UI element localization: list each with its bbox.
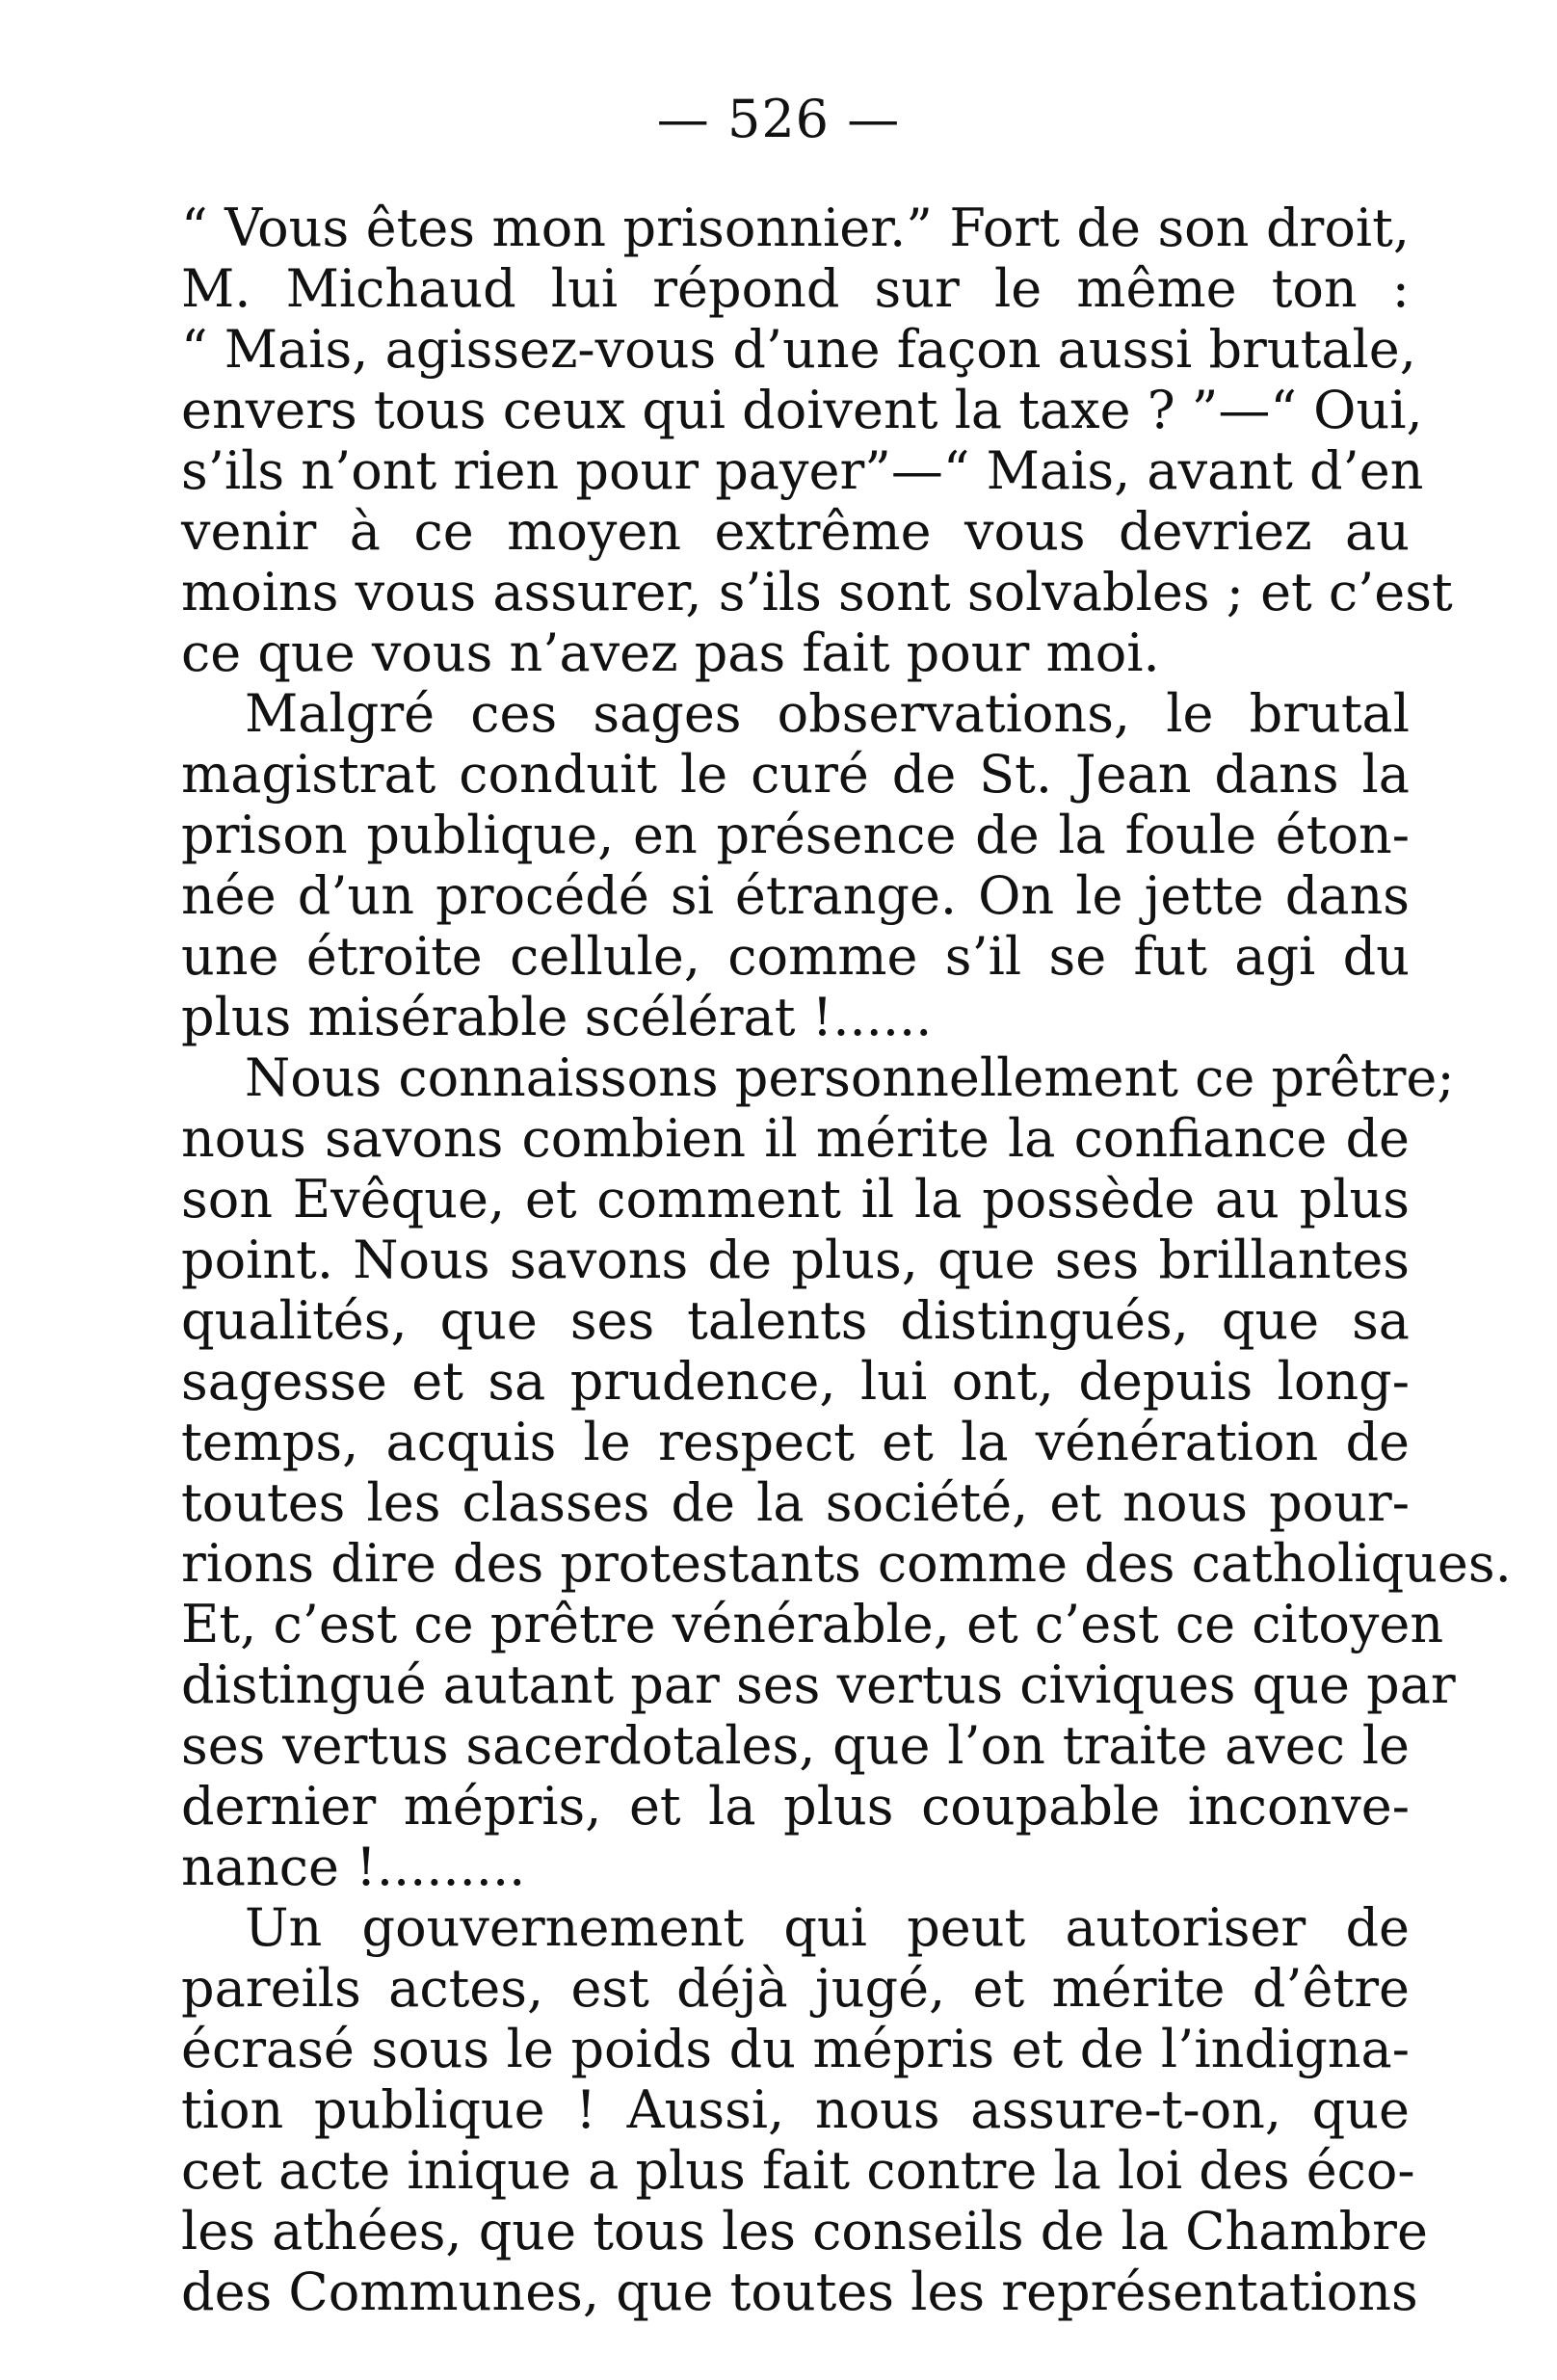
text-line: des Communes, que toutes les représentations bbox=[181, 2261, 1418, 2322]
text-line: moins vous assurer, s’ils sont solvables ; et c’est bbox=[181, 562, 1453, 622]
text-line: pareils actes, est déjà jugé, et mérite d’être bbox=[181, 1958, 1410, 2019]
text-line: Malgré ces sages observations, le brutal bbox=[245, 683, 1410, 744]
text-line: plus misérable scélérat !...... bbox=[181, 987, 933, 1047]
text-line: “ Mais, agissez-vous d’une façon aussi brutale, bbox=[181, 319, 1416, 380]
text-line: sagesse et sa prudence, lui ont, depuis long- bbox=[181, 1351, 1410, 1412]
text-line: écrasé sous le poids du mépris et de l’indigna- bbox=[181, 2019, 1410, 2079]
text-line: envers tous ceux qui doivent la taxe ? ”—“ Oui, bbox=[181, 380, 1423, 440]
text-line: point. Nous savons de plus, que ses brillantes bbox=[181, 1230, 1410, 1290]
text-line: son Evêque, et comment il la possède au plus bbox=[181, 1169, 1410, 1230]
text-line: Et, c’est ce prêtre vénérable, et c’est ce citoyen bbox=[181, 1594, 1444, 1654]
text-line: cet acte inique a plus fait contre la loi des éco- bbox=[181, 2140, 1415, 2201]
text-line: venir à ce moyen extrême vous devriez au bbox=[181, 501, 1410, 562]
page-number: — 526 — bbox=[656, 89, 901, 149]
text-line: nous savons combien il mérite la confiance de bbox=[181, 1108, 1410, 1169]
body-text bbox=[181, 198, 1512, 2322]
text-line: ce que vous n’avez pas fait pour moi. bbox=[181, 622, 1160, 683]
text-line: distingué autant par ses vertus civiques que par bbox=[181, 1654, 1456, 1715]
text-line: dernier mépris, et la plus coupable inconve- bbox=[181, 1776, 1410, 1837]
text-line: prison publique, en présence de la foule éton- bbox=[181, 805, 1410, 865]
text-line: qualités, que ses talents distingués, que sa bbox=[181, 1290, 1410, 1351]
text-line: née d’un procédé si étrange. On le jette dans bbox=[181, 865, 1410, 926]
text-line: une étroite cellule, comme s’il se fut agi du bbox=[181, 926, 1410, 987]
text-line: “ Vous êtes mon prisonnier.” Fort de son droit, bbox=[181, 198, 1410, 258]
text-line: temps, acquis le respect et la vénération de bbox=[181, 1412, 1410, 1472]
text-line: rions dire des protestants comme des catholiques. bbox=[181, 1533, 1512, 1594]
text-line: M. Michaud lui répond sur le même ton : bbox=[181, 258, 1410, 319]
text-line: toutes les classes de la société, et nous pour- bbox=[181, 1472, 1410, 1533]
text-line: nance !......... bbox=[181, 1837, 526, 1897]
text-line: Nous connaissons personnellement ce prêtre; bbox=[245, 1047, 1455, 1108]
text-line: les athées, que tous les conseils de la Chambre bbox=[181, 2201, 1428, 2261]
text-line: s’ils n’ont rien pour payer”—“ Mais, avant d’en bbox=[181, 440, 1424, 501]
text-line: tion publique ! Aussi, nous assure-t-on, que bbox=[181, 2079, 1410, 2140]
text-line: ses vertus sacerdotales, que l’on traite avec le bbox=[181, 1715, 1410, 1776]
text-line: Un gouvernement qui peut autoriser de bbox=[245, 1897, 1410, 1958]
text-line: magistrat conduit le curé de St. Jean dans la bbox=[181, 744, 1410, 805]
